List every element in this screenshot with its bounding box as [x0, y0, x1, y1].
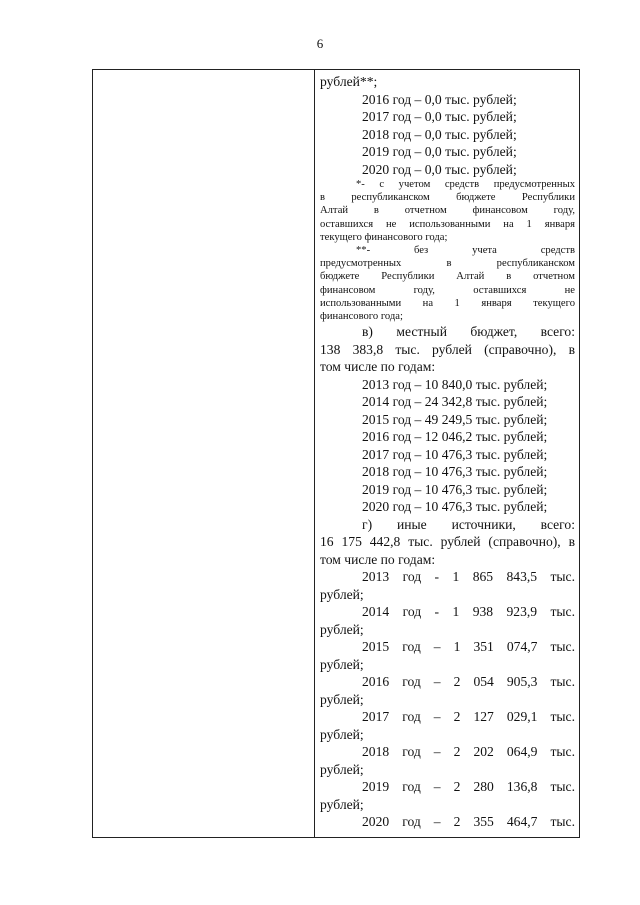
text-line: 138 383,8 тыс. рублей (справочно), в — [320, 341, 575, 357]
text-line: г) иные источники, всего: — [362, 516, 575, 532]
text-line: 2015 год – 49 249,5 тыс. рублей; — [362, 411, 548, 427]
text-line: бюджете Республики Алтай в отчетном — [320, 271, 575, 283]
text-line: 2016 год – 0,0 тыс. рублей; — [362, 91, 517, 107]
text-line: финансового года; — [320, 310, 403, 322]
text-line: том числе по годам: — [320, 551, 436, 567]
text-line: предусмотренных в республиканском — [320, 258, 575, 270]
text-line: Алтай в отчетном финансовом году, — [320, 205, 575, 217]
text-line: 2018 год – 10 476,3 тыс. рублей; — [362, 464, 548, 480]
republic-budget-years-block — [320, 73, 575, 178]
text-line: рублей; — [320, 726, 364, 742]
text-line: финансовом году, оставшихся не — [320, 284, 575, 296]
text-line: 2017 год – 10 476,3 тыс. рублей; — [362, 446, 548, 462]
text-line: рублей; — [320, 586, 364, 602]
table-content-cell — [320, 73, 575, 831]
text-line: 2016 год – 2 054 905,3 тыс. — [362, 674, 575, 690]
text-line: 2018 год – 0,0 тыс. рублей; — [362, 126, 517, 142]
text-line: 2020 год – 0,0 тыс. рублей; — [362, 161, 517, 177]
text-line: 2014 год – 24 342,8 тыс. рублей; — [362, 394, 548, 410]
text-line: 2018 год – 2 202 064,9 тыс. — [362, 744, 575, 760]
text-line: том числе по годам: — [320, 359, 436, 375]
text-line: 2016 год – 12 046,2 тыс. рублей; — [362, 429, 548, 445]
text-line: *- с учетом средств предусмотренных — [356, 179, 575, 190]
text-line: оставшихся не использованными на 1 января — [320, 218, 575, 230]
text-line: 2017 год – 2 127 029,1 тыс. — [362, 709, 575, 725]
local-and-other-sources-block — [320, 323, 575, 831]
text-line: в республиканском бюджете Республики — [320, 192, 575, 204]
text-line: 2013 год - 1 865 843,5 тыс. — [362, 569, 575, 585]
footnotes-block — [320, 178, 575, 323]
text-line: рублей; — [320, 691, 364, 707]
text-line: рублей; — [320, 656, 364, 672]
text-line: 2013 год – 10 840,0 тыс. рублей; — [362, 376, 548, 392]
text-line: использованными на 1 января текущего — [320, 297, 575, 309]
text-line: **- без учета средств — [356, 244, 575, 256]
text-line: 2020 год – 10 476,3 тыс. рублей; — [362, 499, 548, 515]
text-line: 16 175 442,8 тыс. рублей (справочно), в — [320, 534, 575, 550]
text-line: 2015 год – 1 351 074,7 тыс. — [362, 639, 575, 655]
column-divider — [314, 70, 315, 837]
text-line: рублей; — [320, 761, 364, 777]
text-line: рублей; — [320, 796, 364, 812]
text-line: 2020 год – 2 355 464,7 тыс. — [362, 814, 575, 830]
text-line: рублей**; — [320, 74, 378, 89]
text-line: 2019 год – 0,0 тыс. рублей; — [362, 144, 517, 159]
document-table — [92, 69, 580, 838]
text-line: 2019 год – 2 280 136,8 тыс. — [362, 779, 575, 795]
text-line: 2017 год – 0,0 тыс. рублей; — [362, 109, 517, 124]
text-line: рублей; — [320, 621, 364, 637]
text-line: 2019 год – 10 476,3 тыс. рублей; — [362, 481, 548, 497]
text-line: 2014 год - 1 938 923,9 тыс. — [362, 604, 575, 620]
text-line: текущего финансового года; — [320, 231, 448, 243]
text-line: в) местный бюджет, всего: — [362, 324, 575, 340]
page-number: 6 — [316, 36, 324, 51]
